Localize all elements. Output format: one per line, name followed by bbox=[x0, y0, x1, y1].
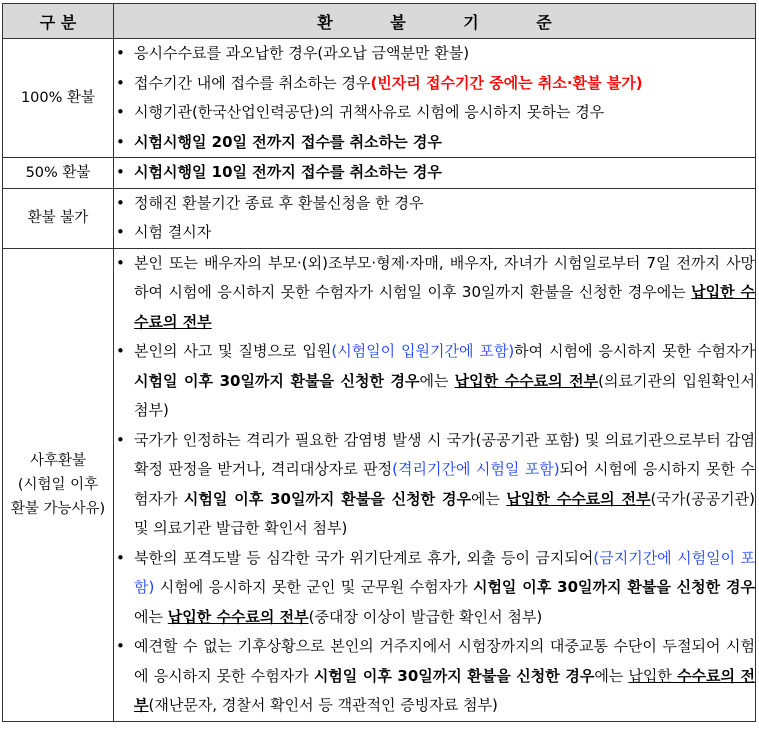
category-label: 사후환불 bbox=[29, 452, 87, 469]
criteria-list bbox=[114, 39, 755, 157]
criteria-item bbox=[114, 158, 755, 188]
bullet-icon: • bbox=[116, 253, 125, 272]
criteria-text: 에는 bbox=[470, 489, 507, 508]
criteria-text: 납입한 수수료의 전부 bbox=[506, 489, 651, 508]
criteria-cell bbox=[114, 158, 756, 189]
criteria-text: 납입한 수수료의 전부 bbox=[167, 607, 309, 626]
row-half-refund bbox=[3, 158, 756, 189]
category-sub: 환불 가능사유) bbox=[10, 500, 106, 517]
criteria-text: 시험에 응시하지 못한 군인 및 군무원 수험자가 bbox=[154, 578, 473, 596]
criteria-text: 에는 bbox=[594, 666, 629, 685]
criteria-text: (의료기관의 입원확인서 첨부) bbox=[134, 371, 755, 419]
criteria-text: (격리기간에 시험일 포함) bbox=[392, 460, 560, 478]
criteria-text: 시험일 이후 30일까지 환불을 신청한 경우 bbox=[183, 489, 471, 508]
criteria-text: 시험시행일 10일 전까지 접수를 취소하는 경우 bbox=[134, 163, 442, 181]
criteria-text: 시험일 이후 30일까지 환불을 신청한 경우 bbox=[134, 371, 420, 390]
criteria-text: (빈자리 접수기간 중에는 취소·환불 불가) bbox=[370, 73, 643, 92]
criteria-text: 시험시행일 20일 전까지 접수를 취소하는 경우 bbox=[134, 132, 442, 151]
criteria-text: (금지기간에 시험일이 포함) bbox=[134, 548, 755, 596]
criteria-text: 납입한 bbox=[628, 666, 677, 685]
refund-criteria-table bbox=[2, 3, 756, 722]
criteria-text: 시험일 이후 30일까지 환불을 신청한 경우 bbox=[472, 578, 755, 596]
criteria-item bbox=[114, 426, 755, 544]
bullet-icon: • bbox=[116, 132, 125, 151]
criteria-item bbox=[114, 218, 755, 248]
bullet-icon: • bbox=[116, 548, 125, 567]
category-cell: 환불 불가 bbox=[3, 188, 114, 248]
criteria-list bbox=[114, 249, 755, 721]
criteria-text: 정해진 환불기간 종료 후 환불신청을 한 경우 bbox=[134, 193, 424, 212]
bullet-icon: • bbox=[116, 73, 125, 92]
criteria-text: 시험 결시자 bbox=[134, 223, 212, 241]
criteria-text: 국가가 인정하는 격리가 필요한 감염병 발생 시 국가(공공기관 포함) 및 의료기관으로부터 감염확정 판정을 받거나, 격리대상자로 판정 bbox=[134, 430, 755, 478]
criteria-text: 접수기간 내에 접수를 취소하는 경우 bbox=[134, 73, 371, 92]
category-sub: (시험일 이후 bbox=[17, 476, 99, 493]
criteria-text: 되어 시험에 응시하지 못한 수험자가 bbox=[134, 460, 755, 508]
criteria-text: 에는 bbox=[134, 607, 168, 626]
criteria-text: 본인 또는 배우자의 부모·(외)조부모·형제·자매, 배우자, 자녀가 시험일로부터 7일 전까지 사망하여 시험에 응시하지 못한 수험자가 시험일 이후 30일까지 환불을 신청한 경우에는 bbox=[134, 253, 755, 301]
criteria-text: (중대장 이상이 발급한 확인서 첨부) bbox=[308, 607, 543, 626]
bullet-icon: • bbox=[116, 193, 125, 212]
criteria-item bbox=[114, 249, 755, 338]
criteria-text: (재난문자, 경찰서 확인서 등 객관적인 증빙자료 첨부) bbox=[148, 696, 498, 714]
criteria-text: 납입한 수수료의 전부 bbox=[134, 283, 755, 331]
criteria-list bbox=[114, 189, 755, 248]
table-header-row bbox=[3, 4, 756, 39]
category-cell bbox=[3, 248, 114, 721]
bullet-icon: • bbox=[116, 430, 125, 449]
criteria-text: 본인의 사고 및 질병으로 입원 bbox=[134, 342, 332, 360]
bullet-icon: • bbox=[116, 163, 125, 181]
criteria-text: 에는 bbox=[419, 371, 455, 390]
bullet-icon: • bbox=[116, 44, 125, 62]
category-cell: 100% 환불 bbox=[3, 39, 114, 158]
criteria-item bbox=[114, 98, 755, 128]
header-criteria: 환 불 기 준 bbox=[114, 4, 756, 39]
criteria-item bbox=[114, 337, 755, 426]
criteria-cell bbox=[114, 248, 756, 721]
criteria-list bbox=[114, 158, 755, 188]
row-full-refund bbox=[3, 39, 756, 158]
criteria-text: (국가(공공기관) 및 의료기관 발급한 확인서 첨부) bbox=[134, 489, 756, 537]
criteria-text: 시행기관(한국산업인력공단)의 귀책사유로 시험에 응시하지 못하는 경우 bbox=[134, 103, 605, 121]
criteria-text: 시험일 이후 30일까지 환불을 신청한 경우 bbox=[313, 666, 595, 685]
criteria-item bbox=[114, 128, 755, 158]
category-cell: 50% 환불 bbox=[3, 158, 114, 189]
criteria-item bbox=[114, 39, 755, 69]
bullet-icon: • bbox=[116, 637, 125, 655]
criteria-text: 북한의 포격도발 등 심각한 국가 위기단계로 휴가, 외출 등이 금지되어 bbox=[134, 548, 594, 567]
criteria-text: 응시수수료를 과오납한 경우(과오납 금액분만 환불) bbox=[134, 44, 470, 62]
bullet-icon: • bbox=[116, 103, 125, 121]
criteria-text: 수수료의 전부 bbox=[134, 666, 755, 714]
criteria-item bbox=[114, 544, 755, 633]
criteria-cell bbox=[114, 39, 756, 158]
bullet-icon: • bbox=[116, 223, 125, 241]
criteria-text: 납입한 수수료의 전부 bbox=[454, 371, 599, 390]
criteria-item bbox=[114, 632, 755, 721]
criteria-text: 예견할 수 없는 기후상황으로 본인의 거주지에서 시험장까지의 대중교통 수단이 두절되어 시험에 응시하지 못한 수험자가 bbox=[134, 637, 755, 685]
row-no-refund bbox=[3, 188, 756, 248]
criteria-item bbox=[114, 69, 755, 99]
criteria-item bbox=[114, 189, 755, 219]
bullet-icon: • bbox=[116, 342, 125, 360]
criteria-text: (시험일이 입원기간에 포함) bbox=[331, 342, 515, 360]
header-category: 구 분 bbox=[3, 4, 114, 39]
criteria-text: 하여 시험에 응시하지 못한 수험자가 bbox=[514, 342, 755, 360]
row-post-refund bbox=[3, 248, 756, 721]
criteria-cell bbox=[114, 188, 756, 248]
